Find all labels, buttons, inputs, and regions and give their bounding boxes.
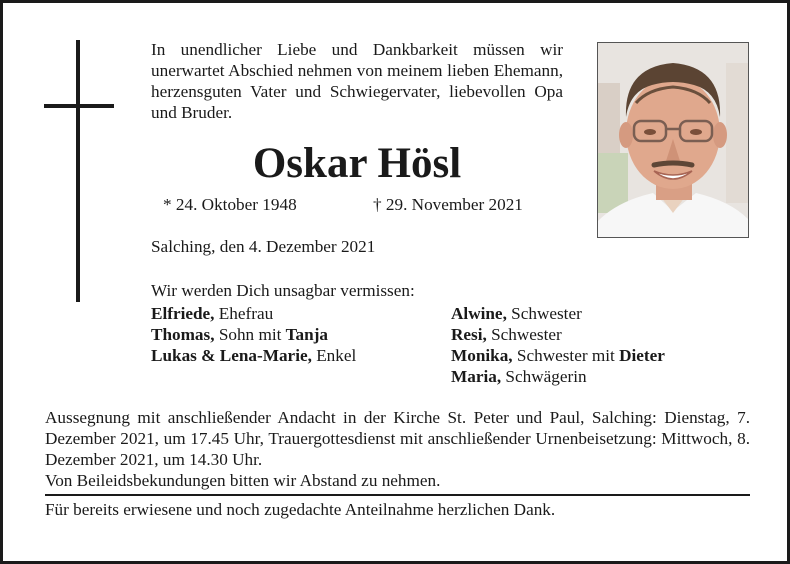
- mourner-partner-name: Tanja: [285, 325, 329, 344]
- deceased-name: Oskar Hösl: [252, 140, 462, 187]
- mourner-relation: Schwester: [506, 304, 582, 323]
- mourner-row: [451, 345, 665, 366]
- mourner-row: [451, 324, 665, 345]
- mourner-relation: Schwester mit: [512, 346, 620, 365]
- mourner-name: Lukas & Lena-Marie,: [151, 346, 312, 365]
- mourner-name: Maria,: [451, 367, 502, 386]
- mourner-relation: Sohn mit: [214, 325, 286, 344]
- mourner-relation: Ehefrau: [214, 304, 274, 323]
- mourners-right: [451, 303, 665, 387]
- condolence-note: Von Beileidsbekundungen bitten wir Abstand zu nehmen.: [45, 471, 441, 490]
- death-date: † 29. November 2021: [373, 195, 523, 214]
- mourner-row: [151, 324, 356, 345]
- mourner-name: Resi,: [451, 325, 487, 344]
- mourner-partner-name: Dieter: [619, 346, 665, 365]
- mourner-name: Alwine,: [451, 304, 507, 323]
- mourner-name: Monika,: [451, 346, 513, 365]
- service-paragraph: Aussegnung mit anschließender Andacht in der Kirche St. Peter und Paul, Salching: Dienstag, 7. Dezember 2021, um 17.45 Uhr, Trauergottesdienst mit anschließender Urnenbeisetzung: Mittwoch, 8. Dezember 2021, um 14.30 Uhr.: [45, 408, 750, 469]
- thanks-line: Für bereits erwiesene und noch zugedachte Anteilnahme herzlichen Dank.: [45, 500, 556, 519]
- birth-date: * 24. Oktober 1948: [163, 195, 297, 214]
- cross-vertical-bar: [76, 40, 80, 302]
- mourner-row: [451, 303, 665, 324]
- mourner-relation: Enkel: [311, 346, 357, 365]
- intro-text: In unendlicher Liebe und Dankbarkeit müssen wir unerwartet Abschied nehmen von meinem lieben Ehemann, herzensguten Vater und Schwiegervater, liebevollen Opa und Bruder.: [151, 40, 563, 122]
- miss-line: Wir werden Dich unsagbar vermissen:: [151, 281, 415, 300]
- mourner-row: [451, 366, 665, 387]
- mourner-row: [151, 345, 356, 366]
- mourner-name: Elfriede,: [151, 304, 215, 323]
- service-details: [45, 407, 750, 491]
- place-date: Salching, den 4. Dezember 2021: [151, 237, 376, 256]
- portrait-photo: [597, 42, 749, 238]
- cross-horizontal-bar: [44, 104, 114, 108]
- mourners-left: [151, 303, 356, 366]
- divider-line: [45, 494, 750, 496]
- mourner-relation: Schwägerin: [501, 367, 587, 386]
- mourner-row: [151, 303, 356, 324]
- mourner-relation: Schwester: [486, 325, 562, 344]
- mourner-name: Thomas,: [151, 325, 215, 344]
